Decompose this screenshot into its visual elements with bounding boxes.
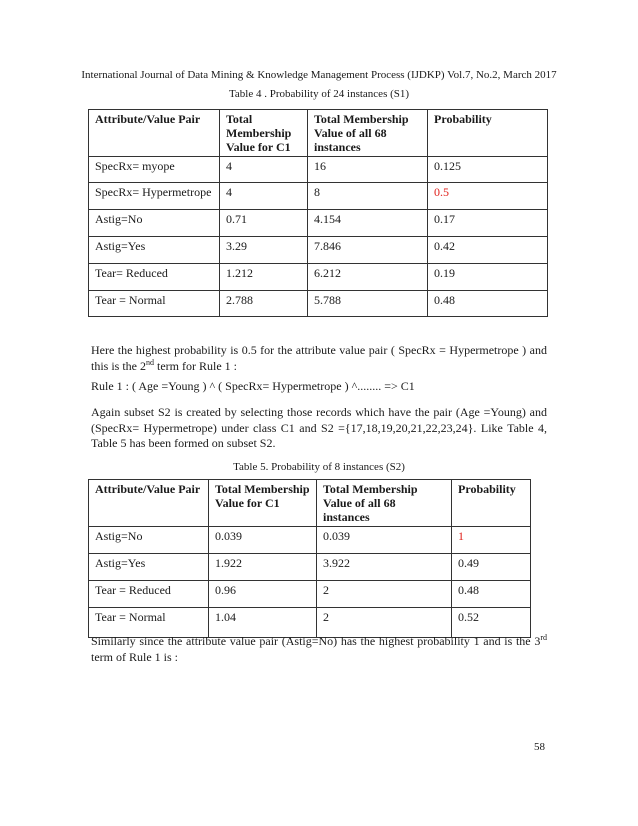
table-cell: Tear= Reduced [89,264,220,291]
table5-header-cell: Attribute/Value Pair [89,480,209,527]
table4-header-cell: Attribute/Value Pair [89,110,220,157]
table-cell: 4 [220,183,308,210]
table-cell: 0.96 [209,581,317,608]
table-cell: 2.788 [220,291,308,317]
paragraph-text: term of Rule 1 is : [91,649,178,664]
table-cell: SpecRx= Hypermetrope [89,183,220,210]
table-cell: 0.42 [428,237,548,264]
table-cell: 5.788 [308,291,428,317]
table-cell: 4.154 [308,210,428,237]
table-row [89,527,531,554]
table-cell: 3.29 [220,237,308,264]
highlighted-probability-cell: 0.5 [428,183,548,210]
paragraph-text: term for Rule 1 : [154,358,237,373]
table5-header-cell: Total Membership Value for C1 [209,480,317,527]
highlighted-probability-cell: 1 [452,527,531,554]
table-cell: 1.212 [220,264,308,291]
table-4 [88,109,548,317]
table-row [89,264,548,291]
table-cell: 16 [308,157,428,183]
paragraph-text: Here the highest probability is 0.5 for the attribute value pair ( SpecRx = Hypermetrope ) and this is the 2 [91,343,547,373]
paragraph-text: Similarly since the attribute value pair (Astig=No) has the highest probability 1 and is the 3 [91,634,541,648]
table-cell: 6.212 [308,264,428,291]
table-cell: 8 [308,183,428,210]
ordinal-superscript: rd [540,633,547,642]
table-cell: 0.039 [209,527,317,554]
table-cell: Tear = Normal [89,291,220,317]
page-number: 58 [534,741,545,753]
table-cell: 0.17 [428,210,548,237]
table-cell: Astig=Yes [89,237,220,264]
paragraph-subset-s2: Again subset S2 is created by selecting those records which have the pair (Age =Young) and (SpecRx= Hypermetrope) under class C1 and S2 ={17,18,19,20,21,22,23,24}. Like Table 4, Table 5 has been formed on subset S2. [91,405,547,450]
table-cell: 3.922 [317,554,452,581]
table-cell: 4 [220,157,308,183]
paragraph-astig-no [91,634,547,665]
journal-header: International Journal of Data Mining & Knowledge Management Process (IJDKP) Vol.7, No.2, March 2017 [81,69,557,81]
table5-header-row [89,480,531,527]
table-row [89,608,531,638]
table-cell: Tear = Normal [89,608,209,638]
table4-caption: Table 4 . Probability of 24 instances (S1) [228,88,410,100]
table-row [89,291,548,317]
table5-header-cell: Total Membership Value of all 68 instances [317,480,452,527]
table-row [89,581,531,608]
table-5 [88,479,531,638]
table-cell: 1.922 [209,554,317,581]
table5-caption: Table 5. Probability of 8 instances (S2) [233,461,405,473]
table-row [89,157,548,183]
table-cell: Tear = Reduced [89,581,209,608]
table4-header-cell: Probability [428,110,548,157]
rule-1-statement: Rule 1 : ( Age =Young ) ^ ( SpecRx= Hypermetrope ) ^........ => C1 [91,379,415,393]
table4-header-row [89,110,548,157]
table-cell: 0.125 [428,157,548,183]
ordinal-superscript: nd [146,357,155,367]
table-cell: 1.04 [209,608,317,638]
table-cell: Astig=Yes [89,554,209,581]
table-cell: 0.52 [452,608,531,638]
table-cell: 7.846 [308,237,428,264]
table-row [89,183,548,210]
table-cell: 0.039 [317,527,452,554]
table-cell: 0.19 [428,264,548,291]
paragraph-highest-probability [91,343,547,374]
table-row [89,237,548,264]
table-cell: Astig=No [89,210,220,237]
table-cell: 2 [317,581,452,608]
table-row [89,210,548,237]
table-row [89,554,531,581]
table-cell: 0.71 [220,210,308,237]
table-cell: 2 [317,608,452,638]
table-cell: 0.48 [452,581,531,608]
table5-header-cell: Probability [452,480,531,527]
table-cell: 0.49 [452,554,531,581]
table4-header-cell: Total Membership Value of all 68 instances [308,110,428,157]
table-cell: Astig=No [89,527,209,554]
table-cell: 0.48 [428,291,548,317]
table4-header-cell: Total Membership Value for C1 [220,110,308,157]
table-cell: SpecRx= myope [89,157,220,183]
